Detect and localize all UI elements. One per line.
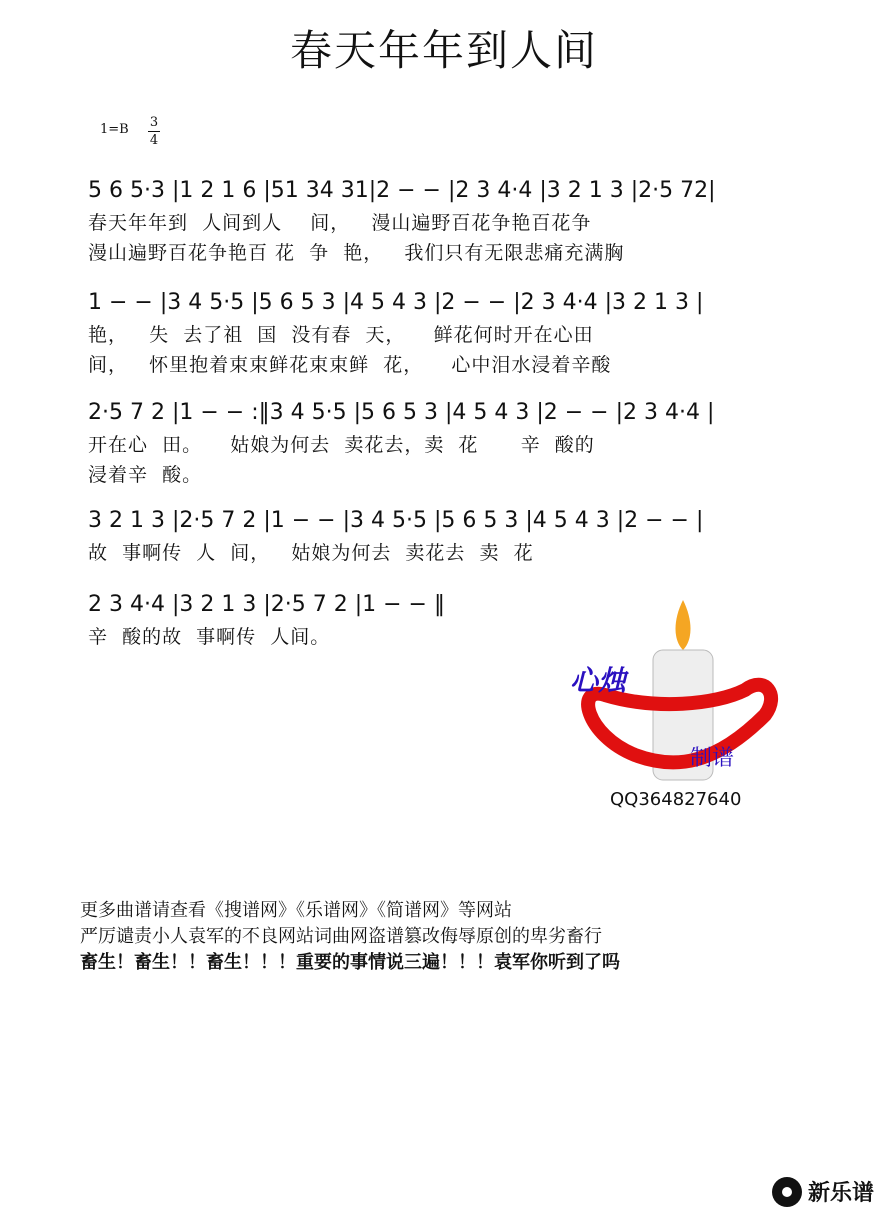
lyric-line-1: 故 事啊传 人 间， 姑娘为何去 卖花去 卖 花 xyxy=(88,542,534,564)
time-signature-bottom: 4 xyxy=(149,133,159,148)
notation-line: 3 2 1 3 |2·5 7 2 |1 − − |3 4 5·5 |5 6 5 3 |4 5 4 3 |2 − − | xyxy=(88,508,704,533)
lyric-line-2: 浸着辛 酸。 xyxy=(88,464,203,486)
lyric-line-1: 辛 酸的故 事啊传 人间。 xyxy=(88,626,331,648)
notation-line: 1 − − |3 4 5·5 |5 6 5 3 |4 5 4 3 |2 − − |2 3 4·4 |3 2 1 3 | xyxy=(88,290,704,315)
lyric-line-1: 春天年年到 人间到人 间， 漫山遍野百花争艳百花争 xyxy=(88,212,592,234)
time-signature-top: 3 xyxy=(149,115,159,130)
lyric-line-2: 漫山遍野百花争艳百 花 争 艳， 我们只有无限悲痛充满胸 xyxy=(88,242,625,264)
footer-line-2: 严厉谴责小人袁军的不良网站词曲网盗谱篡改侮辱原创的卑劣畜行 xyxy=(80,926,602,947)
brand-logo xyxy=(772,1176,874,1207)
logo-name: 心烛 xyxy=(570,664,627,697)
score-system-2 xyxy=(88,280,833,380)
page-title: 春天年年到人间 xyxy=(289,26,598,75)
score-system-3 xyxy=(88,390,833,490)
footer-line-1: 更多曲谱请查看《搜谱网》《乐谱网》《简谱网》等网站 xyxy=(80,900,512,921)
key-signature: 1=B xyxy=(100,122,129,137)
notation-line: 2·5 7 2 |1 − − :‖3 4 5·5 |5 6 5 3 |4 5 4 3 |2 − − |2 3 4·4 | xyxy=(88,400,715,425)
lyric-line-1: 艳， 失 去了祖 国 没有春 天， 鲜花何时开在心田 xyxy=(88,324,594,346)
record-icon xyxy=(772,1177,802,1207)
brand-name: 新乐谱 xyxy=(807,1181,874,1206)
time-signature xyxy=(146,114,162,149)
footer-line-3: 畜生！畜生！！畜生！！！重要的事情说三遍！！！袁军你听到了吗 xyxy=(80,952,620,973)
lyric-line-1: 开在心 田。 姑娘为何去 卖花去，卖 花 辛 酸的 xyxy=(88,434,595,456)
candle-logo xyxy=(565,595,795,815)
footer-notice xyxy=(80,898,620,976)
logo-sub: 制谱 xyxy=(690,746,735,771)
lyric-line-2: 间， 怀里抱着束束鲜花束束鲜 花， 心中泪水浸着辛酸 xyxy=(88,354,612,376)
logo-qq: QQ364827640 xyxy=(610,789,742,810)
notation-line: 5 6 5·3 |1 2 1 6 |51 34 31|2 − − |2 3 4·4 |3 2 1 3 |2·5 72| xyxy=(88,178,716,203)
score-system-4 xyxy=(88,498,833,568)
notation-line: 2 3 4·4 |3 2 1 3 |2·5 7 2 |1 − − ‖ xyxy=(88,592,445,617)
score-system-1 xyxy=(88,168,833,268)
